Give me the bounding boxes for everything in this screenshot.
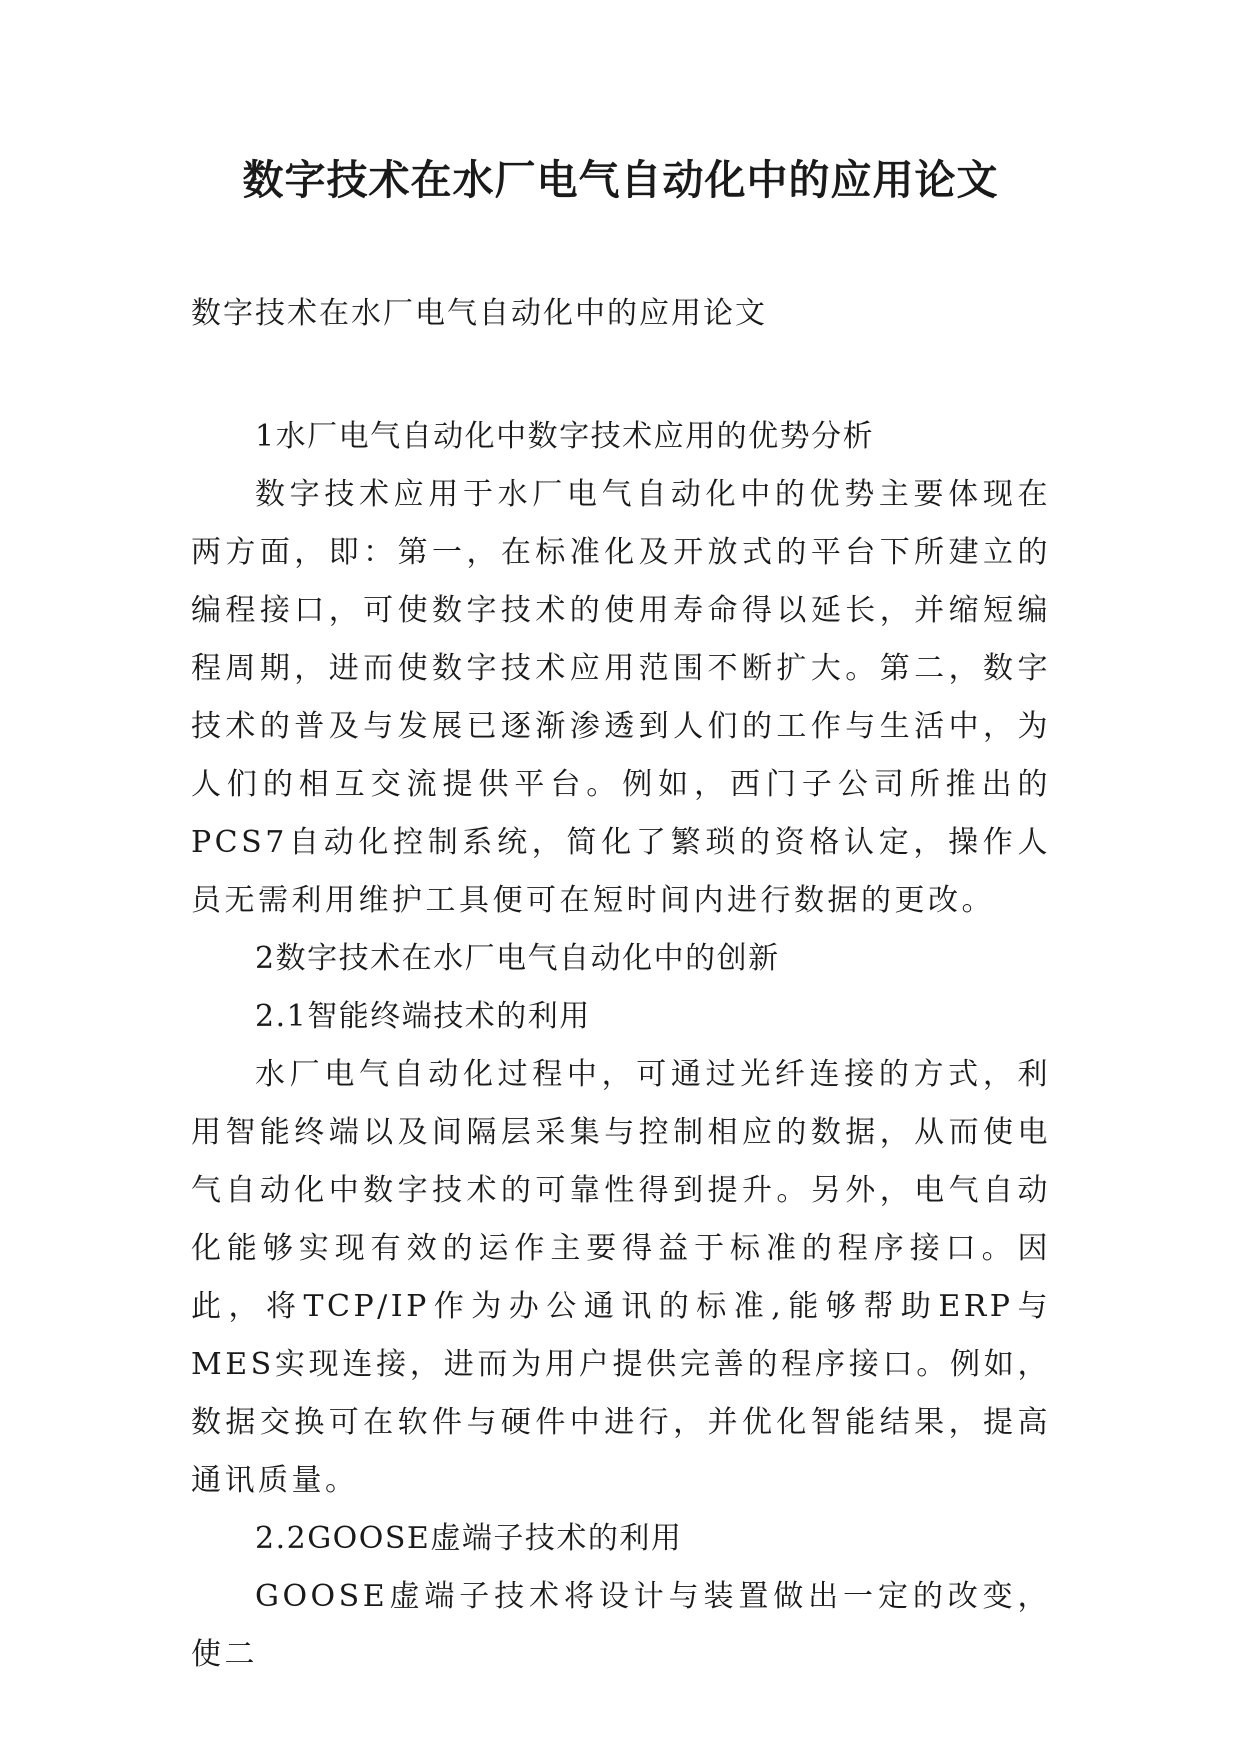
subsection-heading-2-2: 2.2GOOSE虚端子技术的利用 [255, 1521, 683, 1556]
paragraph-advantages: 数字技术应用于水厂电气自动化中的优势主要体现在两方面，即：第一，在标准化及开放式的平台下所建立的编程接口，可使数字技术的使用寿命得以延长，并缩短编程周期，进而使数字技术应用范围不断扩大。第二，数字技术的普及与发展已逐渐渗透到人们的工作与生活中，为人们的相互交流提供平台。例如，西门子公司所推出的PCS7自动化控制系统，简化了繁琐的资格认定，操作人员无需利用维护工具便可在短时间内进行数据的更改。 [191, 477, 1051, 918]
subsection-heading-2-1: 2.1智能终端技术的利用 [255, 999, 591, 1034]
document-title: 数字技术在水厂电气自动化中的应用论文 [242, 156, 999, 204]
paragraph-smart-terminal: 水厂电气自动化过程中，可通过光纤连接的方式，利用智能终端以及间隔层采集与控制相应的数据，从而使电气自动化中数字技术的可靠性得到提升。另外，电气自动化能够实现有效的运作主要得益于标准的程序接口。因此，将TCP/IP作为办公通讯的标准,能够帮助ERP与MES实现连接，进而为用户提供完善的程序接口。例如，数据交换可在软件与硬件中进行，并优化智能结果，提高通讯质量。 [191, 1057, 1051, 1498]
paragraph-goose: GOOSE虚端子技术将设计与装置做出一定的改变，使二 [191, 1579, 1051, 1672]
document-body [191, 408, 1051, 1684]
document-subtitle: 数字技术在水厂电气自动化中的应用论文 [191, 296, 767, 331]
section-heading-1: 1水厂电气自动化中数字技术应用的优势分析 [255, 419, 875, 454]
section-heading-2: 2数字技术在水厂电气自动化中的创新 [255, 941, 780, 976]
